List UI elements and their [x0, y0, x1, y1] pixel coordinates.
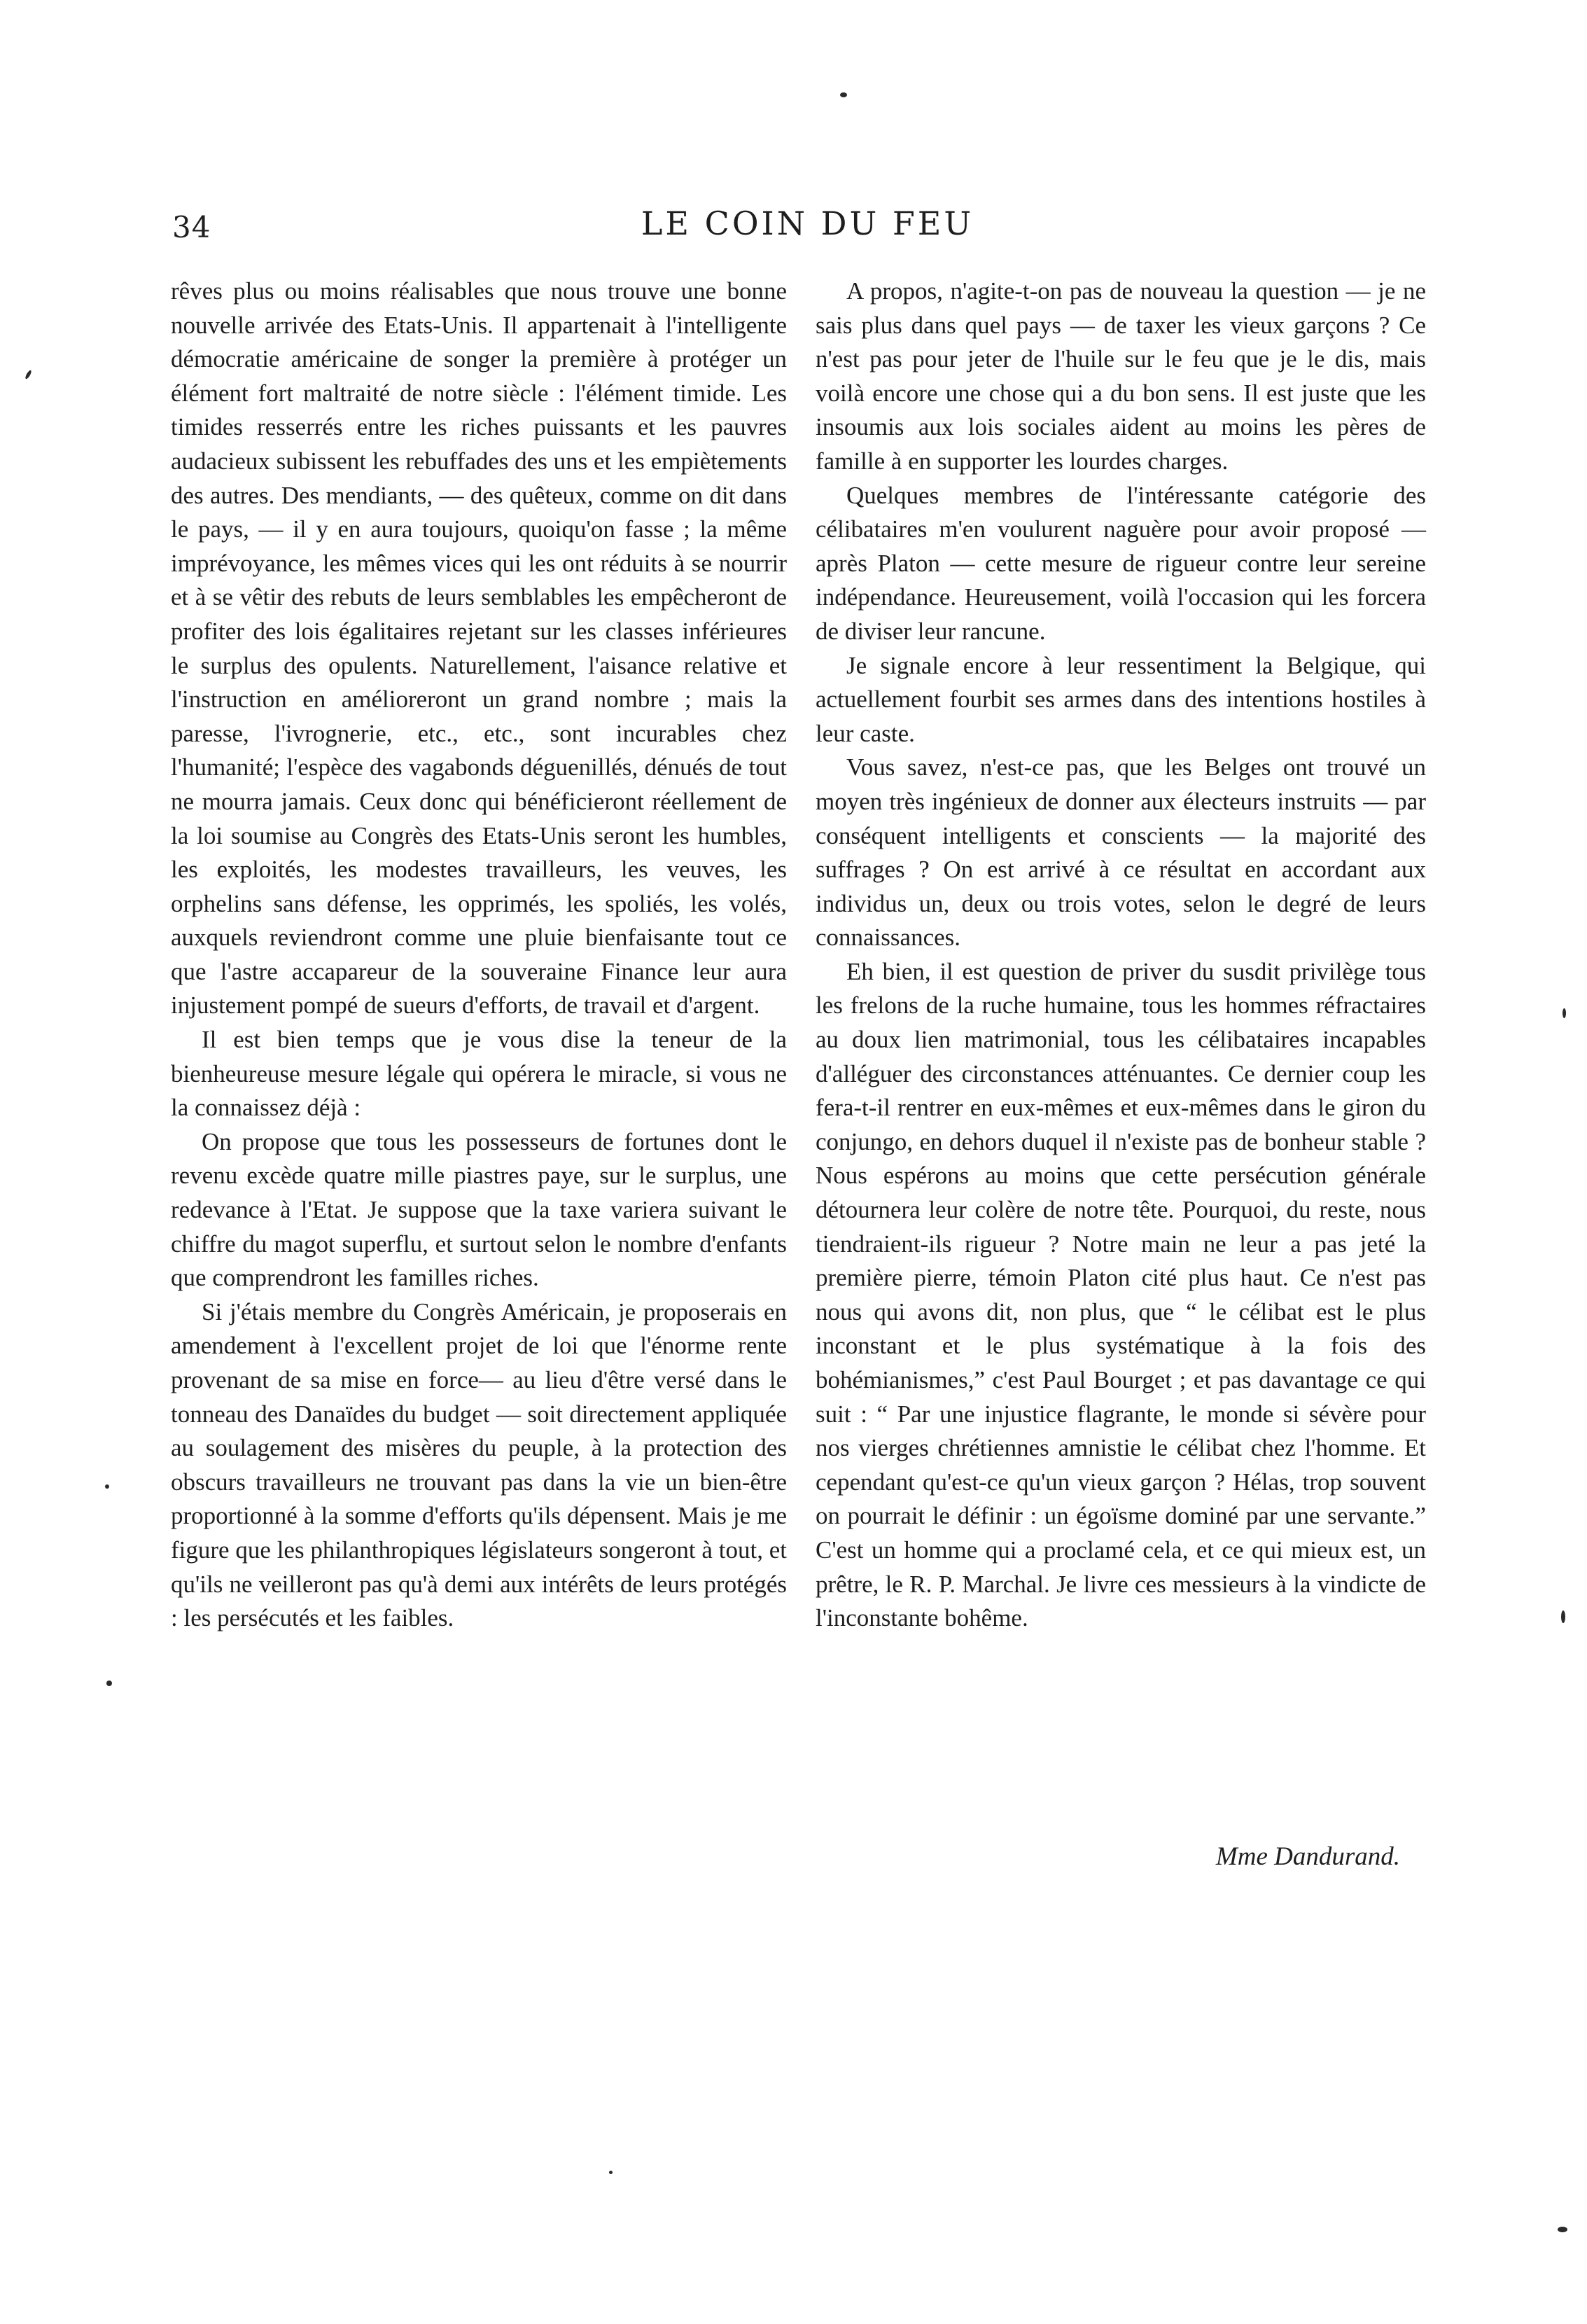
print-speck	[106, 1681, 112, 1686]
running-title: LE COIN DU FEU	[641, 204, 974, 242]
right-column	[816, 274, 1426, 1636]
paragraph: Il est bien temps que je vous dise la teneur de la bienheureuse mesure légale qui opérera le miracle, si vous ne la connaissez déjà :	[171, 1026, 787, 1122]
print-speck	[1558, 2227, 1567, 2232]
print-speck	[1561, 1610, 1565, 1623]
print-speck	[105, 1484, 109, 1489]
page-number: 34	[172, 210, 211, 244]
print-speck	[1562, 1008, 1566, 1018]
print-speck	[25, 370, 32, 380]
paragraph: Si j'étais membre du Congrès Américain, je proposerais en amendement à l'excellent projet de loi que l'énorme rente provenant de sa mise en force— au lieu d'être versé dans le tonneau des Danaïdes du budget — soit directement appliquée au soulagement des misères du peuple, à la protection des obscurs travailleurs ne trouvant pas dans la vie un bien-être proportionné à la somme d'efforts qu'ils dépensent. Mais je me figure que les philanthropiques législateurs songeront à tout, et qu'ils ne veilleront pas qu'à demi aux intérêts de leurs protégés : les persécutés et les faibles.	[171, 1297, 787, 1632]
print-speck	[609, 2171, 613, 2174]
paragraph: Vous savez, n'est-ce pas, que les Belges ont trouvé un moyen très ingénieux de donner aux électeurs instruits — par conséquent intelligents et conscients — la majorité des suffrages ? On est arrivé à ce résultat en accordant aux individus un, deux ou trois votes, selon le degré de leurs connaissances.	[816, 753, 1426, 952]
paragraph: Eh bien, il est question de priver du susdit privilège tous les frelons de la ruche humaine, tous les hommes réfractaires au doux lien matrimonial, tous les célibataires incapables d'alléguer des circonstances atténuantes. Ce dernier coup les fera-t-il rentrer en eux-mêmes et eux-mêmes dans le giron du conjungo, en dehors duquel il n'existe pas de bonheur stable ? Nous espérons au moins que cette persécution générale détournera leur colère de notre tête. Pourquoi, du reste, nous tiendraient-ils rigueur ? Notre main ne leur a pas jeté la première pierre, témoin Platon cité plus haut. Ce n'est pas nous qui avons dit, non plus, que “ le célibat est le plus inconstant et le plus systématique à la fois des bohémianismes,” c'est Paul Bourget ; et pas davantage ce qui suit : “ Par une injustice flagrante, le monde si sévère pour nos vierges chrétiennes amnistie le célibat chez l'homme. Et cependant qu'est-ce qu'un vieux garçon ? Hélas, trop souvent on pourrait le définir : un égoïsme dominé par une servante.” C'est un homme qui a proclamé cela, et ce qui mieux est, un prêtre, le R. P. Marchal. Je livre ces messieurs à la vindicte de l'inconstante bohême.	[816, 957, 1426, 1632]
left-column	[171, 274, 787, 1636]
paragraph: On propose que tous les possesseurs de fortunes dont le revenu excède quatre mille piastres paye, sur le surplus, une redevance à l'Etat. Je suppose que la taxe variera suivant le chiffre du magot superflu, et surtout selon le nombre d'enfants que comprendront les familles riches.	[171, 1127, 787, 1292]
paragraph: Je signale encore à leur ressentiment la Belgique, qui actuellement fourbit ses armes dans des intentions hostiles à leur caste.	[816, 651, 1426, 747]
author-signature: Mme Dandurand.	[1215, 1842, 1400, 1871]
paragraph: rêves plus ou moins réalisables que nous trouve une bonne nouvelle arrivée des Etats-Unis. Il appartenait à l'intelligente démocratie américaine de songer la première à protéger un élément fort maltraité de notre siècle : l'élément timide. Les timides resserrés entre les riches puissants et les pauvres audacieux subissent les rebuffades des uns et les empiètements des autres. Des mendiants, — des quêteux, comme on dit dans le pays, — il y en aura toujours, quoiqu'on fasse ; la même imprévoyance, les mêmes vices qui les ont réduits à se nourrir et à se vêtir des rebuts de leurs semblables les empêcheront de profiter des lois égalitaires rejetant sur les classes inférieures le surplus des opulents. Naturellement, l'aisance relative et l'instruction en amélioreront un grand nombre ; mais la paresse, l'ivrognerie, etc., etc., sont incurables chez l'humanité; l'espèce des vagabonds déguenillés, dénués de tout ne mourra jamais. Ceux donc qui bénéficieront réellement de la loi soumise au Congrès des Etats-Unis seront les humbles, les exploités, les modestes travailleurs, les veuves, les orphelins sans défense, les opprimés, les spoliés, les volés, auxquels reviendront comme une pluie bienfaisante tout ce que l'astre accapareur de la souveraine Finance leur aura injustement pompé de sueurs d'efforts, de travail et d'argent.	[171, 277, 787, 1020]
paragraph: Quelques membres de l'intéressante catégorie des célibataires m'en voulurent naguère pour avoir proposé — après Platon — cette mesure de rigueur contre leur sereine indépendance. Heureusement, voilà l'occasion qui les forcera de diviser leur rancune.	[816, 481, 1426, 645]
paragraph: A propos, n'agite-t-on pas de nouveau la question — je ne sais plus dans quel pays — de taxer les vieux garçons ? Ce n'est pas pour jeter de l'huile sur le feu que je le dis, mais voilà encore une chose qui a du bon sens. Il est juste que les insoumis aux lois sociales aident au moins les pères de famille à en supporter les lourdes charges.	[816, 277, 1426, 475]
print-speck	[840, 92, 847, 97]
